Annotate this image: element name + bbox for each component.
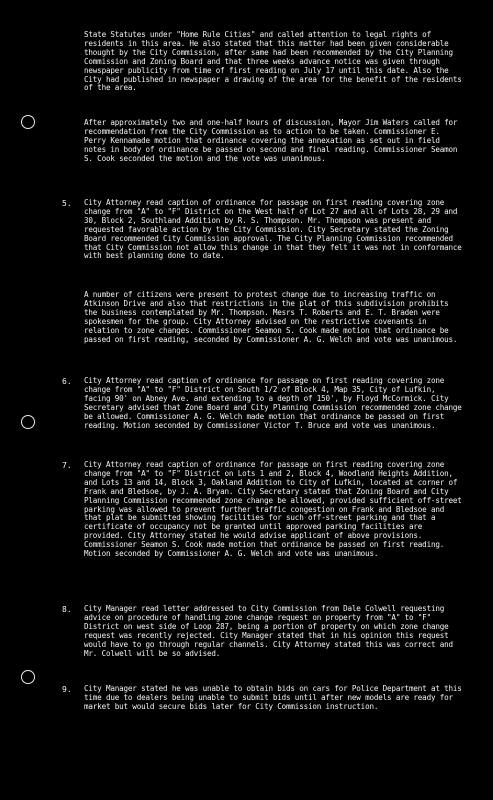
punch-hole-bottom: [21, 670, 35, 684]
item-number-5: 5.: [62, 199, 72, 208]
item-5-paragraph-2: A number of citizens were present to protest change due to increasing traffic on Atkinson Drive and also that restrictions in the plat of this subdivision prohibits the business contemplated by Mr. Thompson. Mesrs T. Roberts and E. T. Braden were spokesmen for the group. City Attorney advised on the restrictive covenants in relation to zone changes. Commissioner Seamon S. Cook made motion that ordinance be passed on first reading, seconded by Commissioner A. G. Welch and vote was unanimous.: [84, 290, 458, 344]
item-number-6: 6.: [62, 377, 72, 386]
punch-hole-middle: [21, 415, 35, 429]
item-9-paragraph: City Manager stated he was unable to obtain bids on cars for Police Department at this time due to dealers being unable to submit bids until after new models are ready for market but would secure bids later for City Commission instruction.: [84, 684, 467, 711]
item-number-9: 9.: [62, 685, 72, 694]
paragraph-annexation-motion: After approximately two and one-half hours of discussion, Mayor Jim Waters called for recommendation from the City Commission as to action to be taken. Commissioner E. Perry Kennamade motion that ordinance covering the annexation as set out in field notes in body of ordinance be passed on second and final reading. Commissioner Seamon S. Cook seconded the motion and the vote was unanimous.: [84, 118, 462, 163]
paragraph-home-rule: State Statutes under "Home Rule Cities" and called attention to legal rights of residents in this area. He also stated that this matter had been given considerable thought by the City Commission, after same had been recommended by the City Planning Commission and Zoning Board and that three weeks advance notice was given through newspaper publicity from time of first reading on July 17 until this date. Also the City had published in newspaper a drawing of the area for the benefit of the residents of the area.: [84, 30, 467, 93]
item-5-paragraph-1: City Attorney read caption of ordinance for passage on first reading covering zone change from "A" to "F" District on the West half of Lot 27 and all of Lots 28, 29 and 30, Block 2, Southland Addition by R. S. Thompson. Mr. Thompson was present and requested favorable action by the City Commission. City Secretary stated the Zoning Board recommended City Commission approval. The City Planning Commission recommended that City Commission not allow this change in that they felt it was not in conformance with best planning done to date.: [84, 198, 467, 261]
item-8-paragraph: City Manager read letter addressed to City Commission from Dale Colwell requesting advice on procedure of handling zone change request on property from "A" to "F" District on west side of Loop 287, being a portion of property on which zone change request was recently rejected. City Manager stated that in his opinion this request would have to go through regular channels. City Attorney stated this was correct and Mr. Colwell will be so advised.: [84, 604, 458, 658]
item-number-8: 8.: [62, 605, 72, 614]
item-6-paragraph: City Attorney read caption of ordinance for passage on first reading covering zone change from "A" to "F" District on South 1/2 of Block 4, Map 35, City of Lufkin, facing 90' on Abney Ave. and extending to a depth of 150', by Floyd McCormick. City Secretary advised that Zone Board and City Planning Commission recommended zone change be allowed. Commissioner A. G. Welch made motion that ordinance be passed on first reading. Motion seconded by Commissioner Victor T. Bruce and vote was unanimous.: [84, 376, 467, 430]
item-7-paragraph: City Attorney read caption of ordinance for passage on first reading covering zone change from "A" to "F" District on Lots 1 and 2, Block 4, Woodland Heights Addition, and Lots 13 and 14, Block 3, Oakland Addition to City of Lufkin, located at corner of Frank and Bledsoe, by J. A. Bryan. City Secretary stated that Zoning Board and City Planning Commission recommended zone change be allowed, provided sufficient off-street parking was allowed to prevent further traffic congestion on Frank and Bledsoe and that plat be submitted showing facilities for such off-street parking and that a certificate of occupancy not be granted until approved parking facilities are provided. City Attorney stated he would advise applicant of above provisions. Commissioner Seamon S. Cook made motion that ordinance be passed on first reading. Motion seconded by Commissioner A. G. Welch and vote was unanimous.: [84, 460, 467, 559]
punch-hole-top: [21, 115, 35, 129]
item-number-7: 7.: [62, 461, 72, 470]
